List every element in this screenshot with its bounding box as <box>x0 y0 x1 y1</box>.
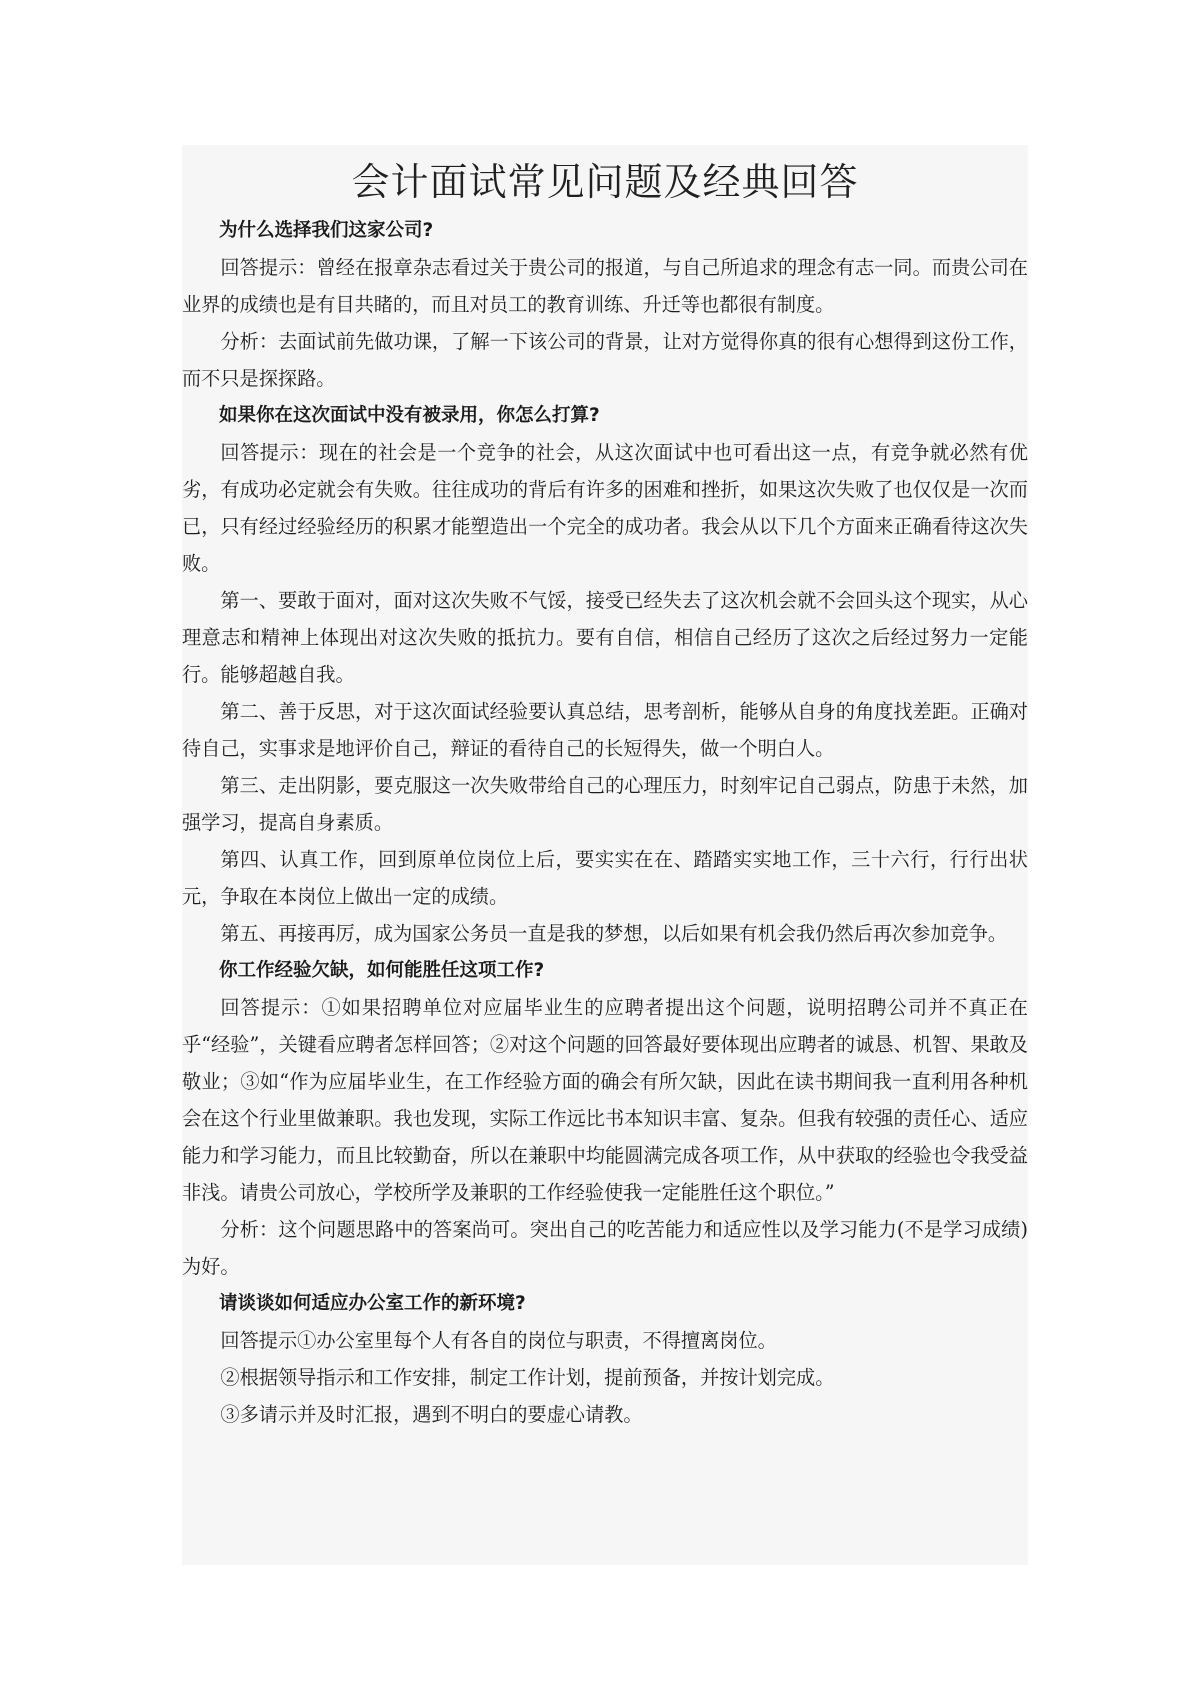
document-page <box>182 145 1028 1565</box>
answer-point-paragraph: 第二、善于反思，对于这次面试经验要认真总结，思考剖析，能够从自身的角度找差距。正确对待自己，实事求是地评价自己，辩证的看待自己的长短得失，做一个明白人。 <box>182 700 1028 760</box>
answer-point-paragraph: 第三、走出阴影，要克服这一次失败带给自己的心理压力，时刻牢记自己弱点，防患于未然，加强学习，提高自身素质。 <box>182 774 1028 834</box>
analysis-paragraph: 分析：这个问题思路中的答案尚可。突出自己的吃苦能力和适应性以及学习能力(不是学习成绩)为好。 <box>182 1218 1028 1278</box>
question-heading: 为什么选择我们这家公司? <box>219 220 434 241</box>
answer-paragraph: 回答提示：现在的社会是一个竞争的社会，从这次面试中也可看出这一点，有竞争就必然有优劣，有成功必定就会有失败。往往成功的背后有许多的困难和挫折，如果这次失败了也仅仅是一次而已，只有经过经验经历的积累才能塑造出一个完全的成功者。我会从以下几个方面来正确看待这次失败。 <box>182 441 1028 575</box>
answer-paragraph: 回答提示：①如果招聘单位对应届毕业生的应聘者提出这个问题，说明招聘公司并不真正在乎“经验”，关键看应聘者怎样回答；②对这个问题的回答最好要体现出应聘者的诚恳、机智、果敢及敬业；③如“作为应届毕业生，在工作经验方面的确会有所欠缺，因此在读书期间我一直利用各种机会在这个行业里做兼职。我也发现，实际工作远比书本知识丰富、复杂。但我有较强的责任心、适应能力和学习能力，而且比较勤奋，所以在兼职中均能圆满完成各项工作，从中获取的经验也令我受益非浅。请贵公司放心，学校所学及兼职的工作经验使我一定能胜任这个职位。” <box>182 996 1028 1204</box>
answer-point-paragraph: 第一、要敢于面对，面对这次失败不气馁，接受已经失去了这次机会就不会回头这个现实，从心理意志和精神上体现出对这次失败的抵抗力。要有自信，相信自己经历了这次之后经过努力一定能行。能够超越自我。 <box>182 589 1028 686</box>
answer-paragraph: 回答提示①办公室里每个人有各自的岗位与职责，不得擅离岗位。 <box>220 1329 777 1352</box>
answer-point-paragraph: 第五、再接再厉，成为国家公务员一直是我的梦想，以后如果有机会我仍然后再次参加竞争。 <box>220 922 1008 945</box>
analysis-paragraph: 分析：去面试前先做功课，了解一下该公司的背景，让对方觉得你真的很有心想得到这份工作，而不只是探探路。 <box>182 330 1028 390</box>
answer-point-paragraph: ②根据领导指示和工作安排，制定工作计划，提前预备，并按计划完成。 <box>220 1366 835 1389</box>
question-heading: 你工作经验欠缺，如何能胜任这项工作? <box>219 960 545 981</box>
document-title: 会计面试常见问题及经典回答 <box>351 160 859 204</box>
document-body <box>182 212 1028 1433</box>
question-heading: 请谈谈如何适应办公室工作的新环境? <box>219 1293 526 1314</box>
answer-point-paragraph: ③多请示并及时汇报，遇到不明白的要虚心请教。 <box>220 1403 643 1426</box>
answer-paragraph: 回答提示：曾经在报章杂志看过关于贵公司的报道，与自己所追求的理念有志一同。而贵公司在业界的成绩也是有目共睹的，而且对员工的教育训练、升迁等也都很有制度。 <box>182 256 1028 316</box>
answer-point-paragraph: 第四、认真工作，回到原单位岗位上后，要实实在在、踏踏实实地工作，三十六行，行行出状元，争取在本岗位上做出一定的成绩。 <box>182 848 1028 908</box>
question-heading: 如果你在这次面试中没有被录用，你怎么打算? <box>219 405 600 426</box>
